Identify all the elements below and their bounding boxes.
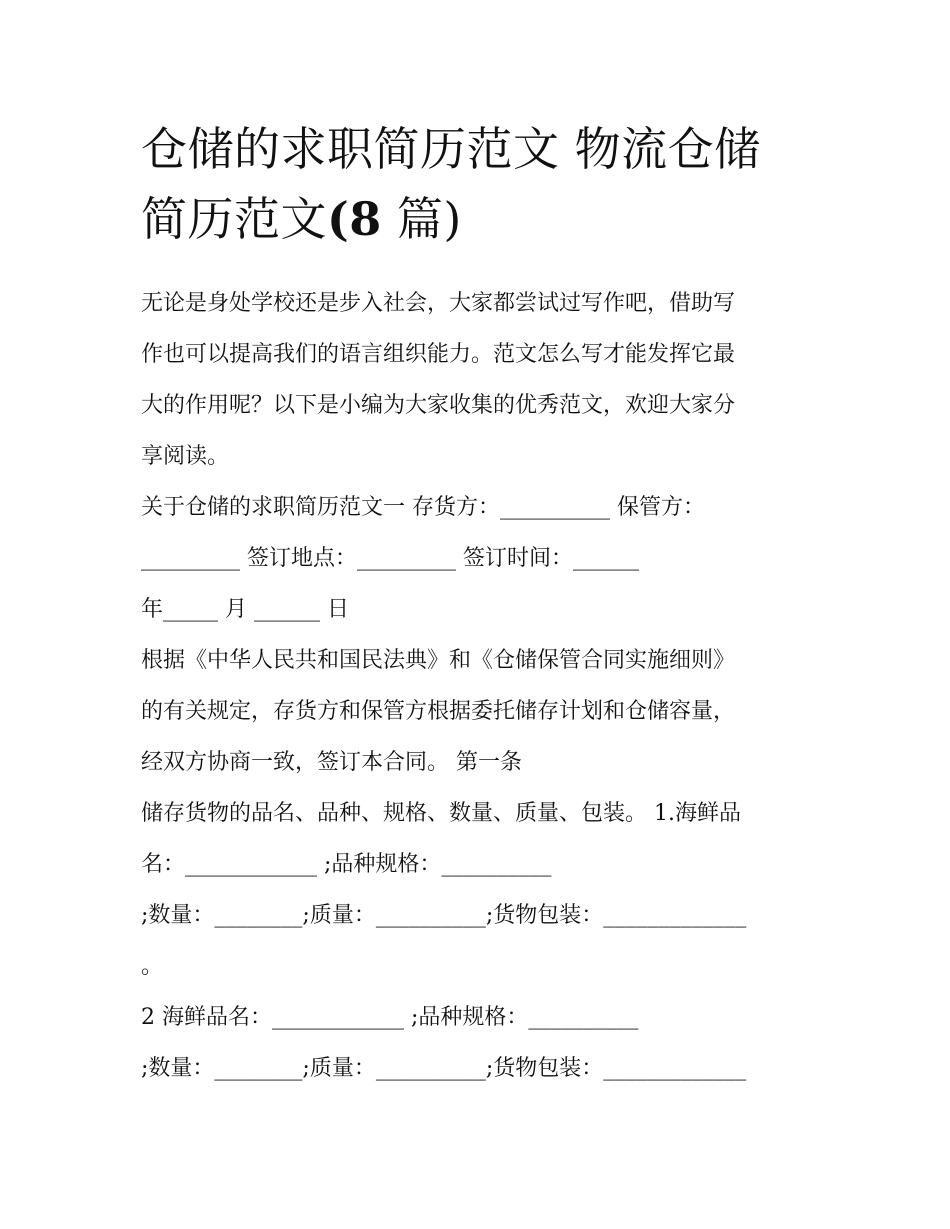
contract-line: 关于仓储的求职简历范文一 存货方：__________ 保管方： xyxy=(141,495,705,520)
contract-line: _________ 签订地点：_________ 签订时间：______ xyxy=(141,546,639,571)
document-title xyxy=(141,114,813,254)
goods-line: 名：____________ ;品种规格：__________ xyxy=(141,852,552,877)
intro-line: 无论是身处学校还是步入社会，大家都尝试过写作吧，借助写 xyxy=(141,291,736,316)
law-line: 的有关规定，存货方和保管方根据委托储存计划和仓储容量， xyxy=(141,699,736,724)
title-count-suffix: 篇) xyxy=(381,192,462,246)
intro-line: 享阅读。 xyxy=(141,444,230,469)
goods-paragraph xyxy=(141,788,813,1094)
goods-line: 储存货物的品名、品种、规格、数量、质量、包装。 1.海鲜品 xyxy=(141,801,741,826)
intro-paragraph xyxy=(141,278,813,482)
title-count: (8 xyxy=(327,192,382,246)
contract-line: 年_____ 月 ______ 日 xyxy=(141,597,349,622)
contract-parties-paragraph xyxy=(141,482,813,635)
title-line-2 xyxy=(141,184,813,254)
intro-line: 大的作用呢？以下是小编为大家收集的优秀范文，欢迎大家分 xyxy=(141,393,736,418)
law-basis-paragraph xyxy=(141,635,813,788)
title-line-1: 仓储的求职简历范文 物流仓储 xyxy=(141,122,761,176)
document-content xyxy=(141,114,813,1094)
goods-line: 。 xyxy=(141,954,164,979)
title-line-2-text: 简历范文 xyxy=(141,192,327,246)
goods-line: ;数量：________;质量：__________;货物包装：_____________ xyxy=(141,903,747,928)
law-line: 经双方协商一致，签订本合同。 第一条 xyxy=(141,750,522,775)
law-line: 根据《中华人民共和国民法典》和《仓储保管合同实施细则》 xyxy=(141,648,736,673)
document-body xyxy=(141,278,813,1094)
goods-line: ;数量：________;质量：__________;货物包装：_____________ xyxy=(141,1056,747,1081)
goods-line: 2 海鲜品名：____________ ;品种规格：__________ xyxy=(141,1005,639,1030)
intro-line: 作也可以提高我们的语言组织能力。范文怎么写才能发挥它最 xyxy=(141,342,736,367)
